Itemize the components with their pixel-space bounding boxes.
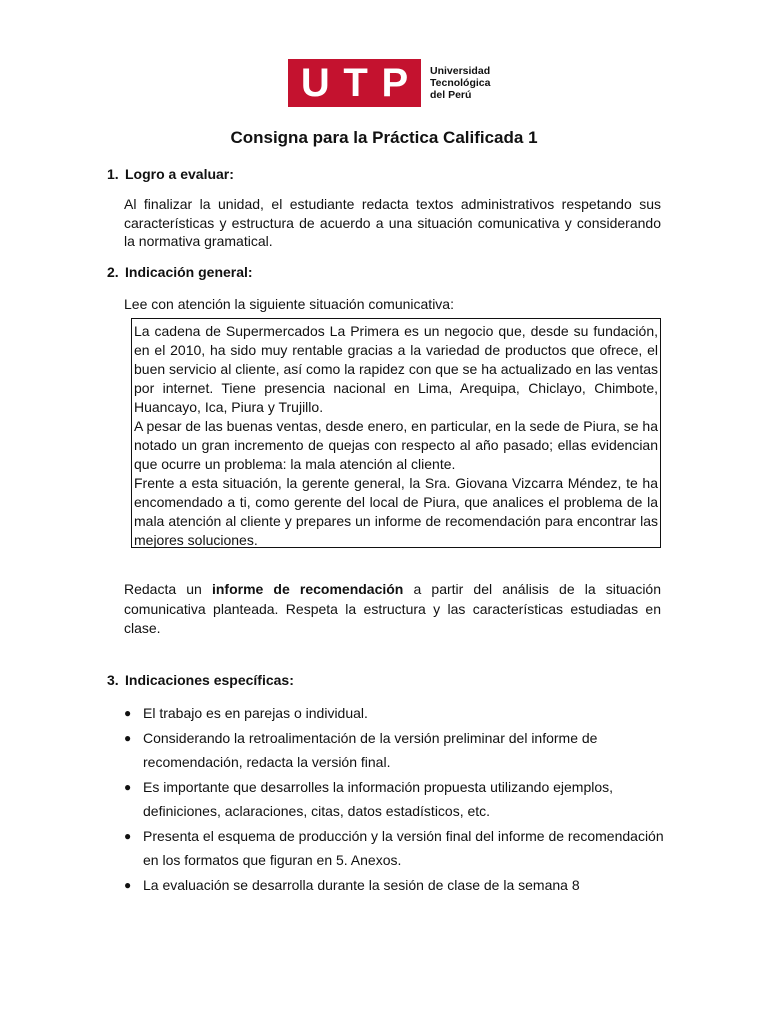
logo-line-2: Tecnológica: [430, 77, 491, 89]
task-instruction: [124, 580, 661, 639]
list-item-text: Presenta el esquema de producción y la versión final del informe de recomendación en los formatos que figuran en 5. Anexos.: [143, 827, 664, 868]
bullet-icon: ●: [124, 706, 132, 720]
logo-wordmark: [430, 65, 490, 101]
section-number: 1.: [107, 166, 119, 182]
specific-instructions-list: [124, 701, 664, 897]
list-item: [124, 701, 664, 726]
list-item: [124, 824, 664, 873]
situation-paragraph: A pesar de las buenas ventas, desde enero, en particular, en la sede de Piura, se ha notado un gran incremento de quejas con respecto al año pasado; ellas evidencian que ocurre un problema: la mala atención al cliente.: [134, 418, 658, 472]
list-item-text: Considerando la retroalimentación de la versión preliminar del informe de recomendación, redacta la versión final.: [143, 729, 598, 770]
logo-mark: [288, 59, 421, 107]
bullet-icon: ●: [124, 877, 132, 892]
list-item-text: Es importante que desarrolles la información propuesta utilizando ejemplos, definiciones, aclaraciones, citas, datos estadísticos, etc.: [143, 778, 614, 819]
bullet-icon: ●: [124, 828, 132, 843]
utp-logo: [288, 59, 490, 107]
bullet-icon: ●: [124, 779, 132, 794]
logo-letter-u: U: [300, 61, 330, 105]
logo-letter-p: P: [381, 61, 409, 105]
situation-paragraph: La cadena de Supermercados La Primera es un negocio que, desde su fundación, en el 2010, ha sido muy rentable gracias a la variedad de productos que ofrece, el buen servicio al cliente, así como la rapidez con que se ha actualizado en las ventas por internet. Tiene presencia nacional en Lima, Arequipa, Chiclayo, Chimbote, Huancayo, Ica, Piura y Trujillo.: [134, 323, 658, 415]
section-1-heading: [107, 166, 234, 182]
list-item-text: La evaluación se desarrolla durante la sesión de clase de la semana 8: [143, 876, 580, 893]
section-title: Indicación general:: [125, 264, 253, 280]
section-2-intro: Lee con atención la siguiente situación comunicativa:: [124, 296, 454, 312]
section-number: 3.: [107, 672, 119, 688]
list-item: [124, 873, 664, 898]
situation-box: [131, 318, 661, 548]
document-title: Consigna para la Práctica Calificada 1: [230, 128, 538, 147]
section-2-heading: [107, 264, 253, 280]
situation-paragraph: Frente a esta situación, la gerente general, la Sra. Giovana Vizcarra Méndez, te ha encomendado a ti, como gerente del local de Piura, que analices el problema de la mala atención al cliente y prepares un informe de recomendación para encontrar las mejores soluciones.: [134, 475, 658, 548]
section-1-text: Al finalizar la unidad, el estudiante redacta textos administrativos respetando sus características y estructura de acuerdo a una situación comunicativa y considerando la normativa gramatical.: [124, 196, 661, 249]
task-bold: informe de recomendación: [211, 581, 404, 597]
logo-letter-t: T: [343, 61, 368, 105]
section-title: Indicaciones específicas:: [125, 672, 294, 688]
logo-line-1: Universidad: [430, 65, 491, 77]
task-pre: Redacta un: [124, 581, 212, 597]
bullet-icon: ●: [124, 730, 132, 745]
list-item: [124, 726, 664, 775]
task-post: a partir del análisis de la situación comunicativa planteada. Respeta la estructura y las características estudiadas en clase.: [124, 581, 662, 636]
list-item-text: El trabajo es en parejas o individual.: [143, 705, 368, 721]
section-number: 2.: [107, 264, 119, 280]
section-title: Logro a evaluar:: [125, 166, 234, 182]
list-item: [124, 775, 664, 824]
logo-line-3: del Perú: [430, 89, 472, 101]
section-3-heading: [107, 672, 294, 688]
